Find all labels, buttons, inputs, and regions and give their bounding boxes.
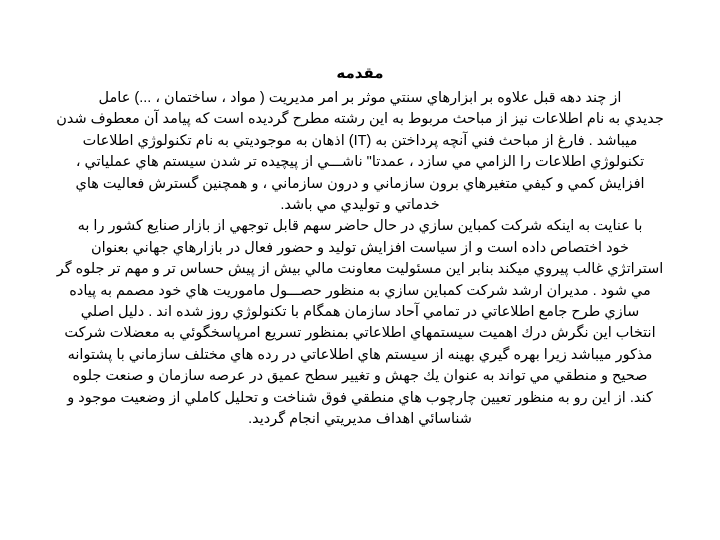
body-line: افزايش كمي و كيفي متغيرهاي برون سازماني و درون سازماني ، و همچنين گسترش فعاليت هاي [75,175,645,192]
body-line: ميباشد . فارغ از مباحث فني آنچه پرداختن به (IT) اذهان به موجوديتي به نام تكنولوژي اطلاعات [82,132,638,149]
body-line: جديدي به نام اطلاعات نيز از مباحث مربوط به اين رشته مطرح گرديده است كه پيامد آن معطوف شدن [56,111,664,128]
body-line: تكنولوژي اطلاعات را الزامي مي سازد ، عمدتا" ناشـــي از پيچيده تر شدن سيستم هاي عملياتي ، [75,154,645,171]
body-line: مذكور ميباشد زيرا بهره گيري بهينه از سيستم هاي اطلاعاتي در رده هاي مختلف سازماني با پشتوانه [67,346,653,363]
slide-body-text [30,88,690,431]
body-line: شناسائي اهداف مديريتي انجام گرديد. [248,411,472,428]
body-line: صحيح و منطقي مي تواند به عنوان يك جهش و تغيير سطح عميق در عرصه سازمان و صنعت جلوه [72,368,648,385]
body-line: كند. از اين رو به منظور تعيين چارچوب هاي منطقي فوق شناخت و تحليل كاملي از وضعيت موجود و [67,389,653,406]
slide-title: مقدمه [336,65,384,82]
body-line: با عنايت به اينكه شركت كمباين سازي در حال حاضر سهم قابل توجهي از بازار صنايع كشور را به [77,218,643,235]
body-line: انتخاب اين نگرش درك اهميت سيستمهاي اطلاعاتي بمنظور تسريع امرپاسخگوئي به معضلات شركت [64,325,656,342]
body-line: خود اختصاص داده است و از سياست افزايش توليد و حضور فعال در بازارهاي جهاني بعنوان [90,239,630,256]
body-line: از چند دهه قبل علاوه بر ابزارهاي سنتي موثر بر امر مديريت ( مواد ، ساختمان ، ...) عامل [98,90,622,106]
body-line: سازي طرح جامع اطلاعاتي در تمامي آحاد سازمان همگام با تكنولوژي روز شده اند . دليل اصلي [80,304,640,321]
body-line: خدماتي و توليدي مي باشد. [280,197,440,214]
body-line: مي شود . مديران ارشد شركت كمباين سازي به منظور حصـــول ماموريت هاي خود مصمم به پياده [69,282,651,299]
body-line: استراتژي غالب پيروي ميكند بنابر اين مسئوليت معاونت مالي بيش از پيش حساس تر و مهم تر جلوه گر [56,261,664,278]
